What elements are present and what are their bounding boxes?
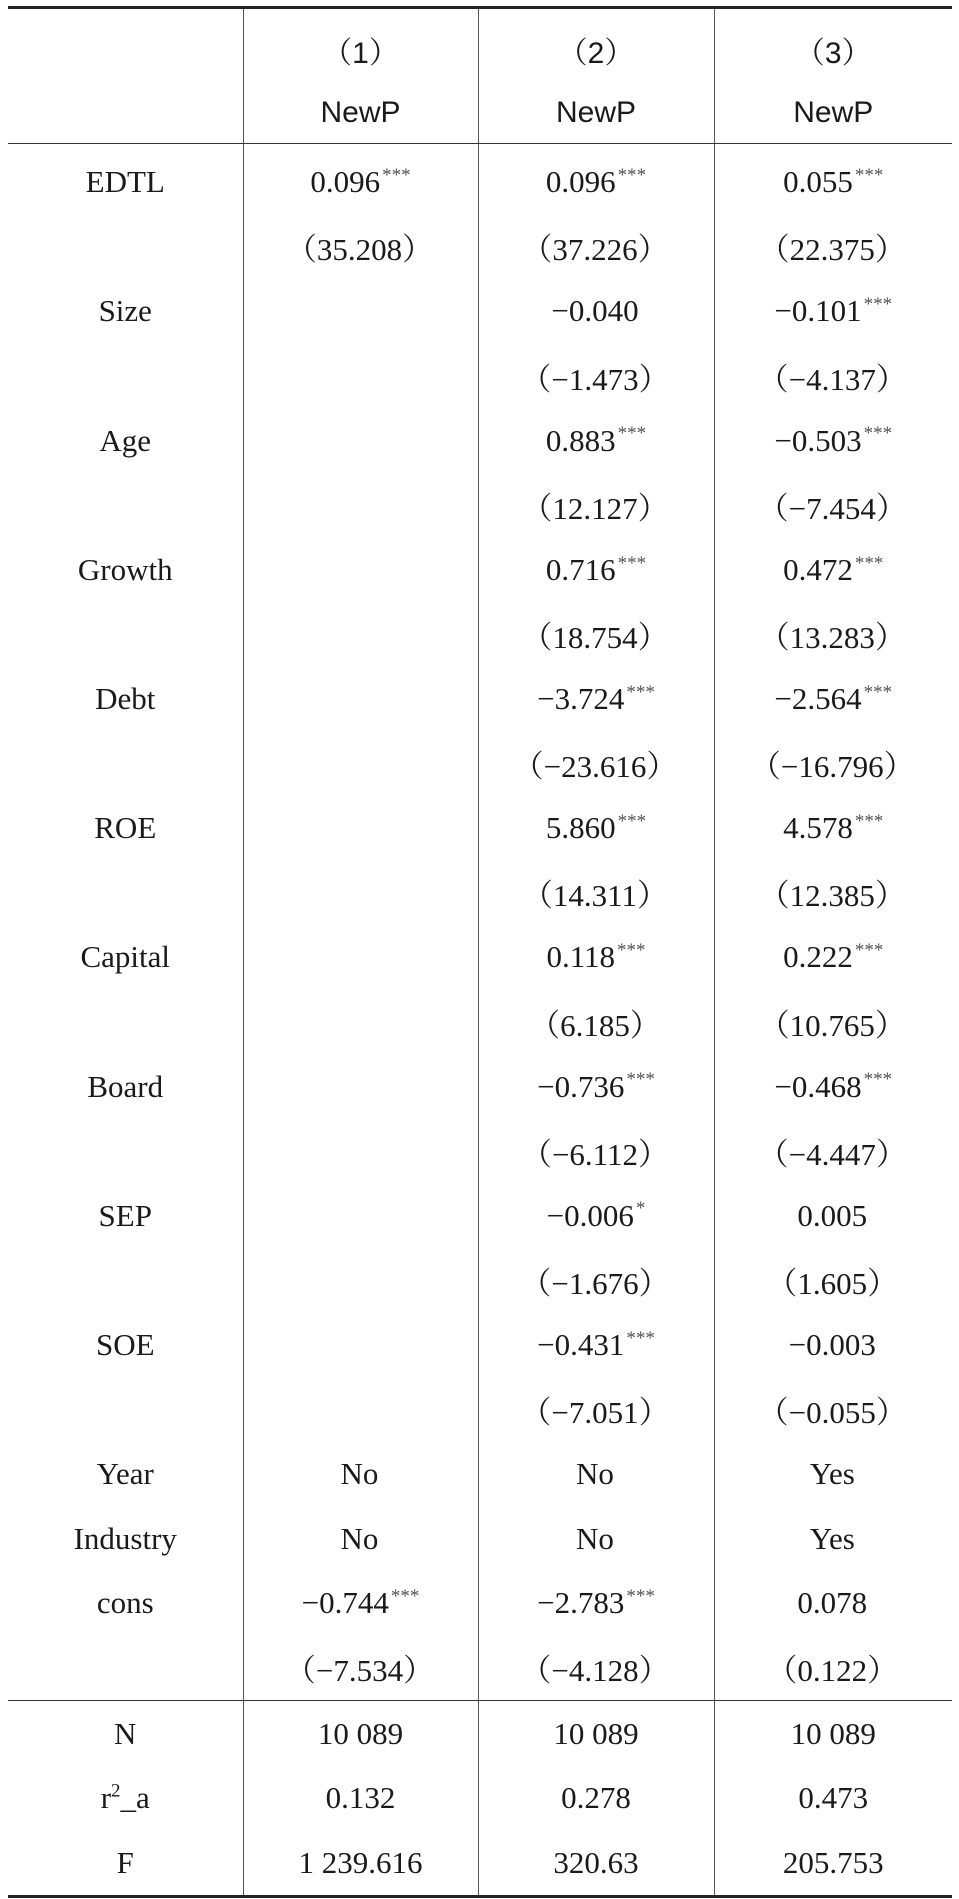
significance-stars: ***: [617, 552, 647, 574]
model-number-1: （1）: [243, 8, 478, 84]
stat-value: 10 089: [243, 1701, 478, 1766]
variable-label: EDTL: [85, 164, 165, 200]
model-3-cell: [714, 796, 952, 861]
significance-stars: ***: [854, 810, 884, 832]
coefficient-value: 0.005: [797, 1197, 868, 1233]
stat-value: 10 089: [478, 1701, 714, 1766]
coefficient-value: −0.468: [774, 1068, 862, 1104]
coefficient-value: 0.096: [545, 164, 616, 200]
model-3-cell: [714, 731, 952, 796]
model-3-cell: [714, 1184, 952, 1249]
model-3-cell: [714, 1506, 952, 1571]
coefficient-value: −0.006: [546, 1197, 634, 1233]
coefficient-value: 5.860: [545, 810, 616, 846]
coefficient-value: −0.431: [537, 1326, 625, 1362]
t-statistic-value: （−6.112）: [520, 1136, 670, 1172]
coefficient-value: −2.783: [537, 1585, 625, 1621]
stat-value: 320.63: [478, 1830, 714, 1896]
coef-row: [8, 667, 952, 732]
stat-label: [8, 1766, 243, 1831]
t-statistic-value: （0.122）: [766, 1653, 899, 1689]
model-1-cell: [243, 1506, 478, 1571]
stat-label-base: r: [100, 1780, 112, 1816]
tstat-row: [8, 1377, 952, 1442]
model-2-cell: [478, 1506, 714, 1571]
statistics-body: [8, 1701, 952, 1897]
model-2-cell: [478, 144, 714, 215]
model-2-cell: [478, 473, 714, 538]
coef-row: [8, 1442, 952, 1507]
model-2-cell: [478, 1184, 714, 1249]
model-2-cell: [478, 408, 714, 473]
coefficient-value: −2.564: [774, 681, 862, 717]
t-statistic-value: （−4.137）: [757, 361, 907, 397]
t-statistic-value: （6.185）: [529, 1007, 661, 1043]
significance-stars: ***: [617, 164, 647, 186]
variable-label: [8, 473, 243, 538]
model-2-cell: [478, 1442, 714, 1507]
coefficient-value: Yes: [809, 1520, 855, 1556]
model-1-cell: [243, 861, 478, 926]
model-2-cell: [478, 1248, 714, 1313]
coefficient-value: 0.096: [310, 164, 381, 200]
model-3-cell: [714, 473, 952, 538]
model-3-cell: [714, 279, 952, 344]
model-2-cell: [478, 925, 714, 990]
significance-stars: ***: [617, 940, 646, 962]
tstat-row: [8, 731, 952, 796]
coefficient-value: 0.472: [783, 551, 853, 587]
significance-stars: ***: [626, 1069, 655, 1091]
model-2-cell: [478, 1636, 714, 1701]
model-3-cell: [714, 1442, 952, 1507]
coefficient-value: −0.503: [774, 422, 862, 458]
stat-value: 0.278: [478, 1766, 714, 1831]
variable-label: Age: [99, 422, 152, 458]
tstat-row: [8, 1248, 952, 1313]
t-statistic-value: （37.226）: [521, 232, 669, 268]
stat-label-suffix: _a: [120, 1780, 150, 1816]
coefficient-value: 0.118: [546, 939, 616, 975]
t-statistic-value: （−7.051）: [520, 1395, 670, 1431]
t-statistic-value: （12.385）: [758, 878, 906, 914]
significance-stars: ***: [626, 1327, 655, 1349]
model-1-cell: [243, 1442, 478, 1507]
dependent-var-3: NewP: [714, 83, 952, 144]
coef-row: [8, 1506, 952, 1571]
model-3-cell: [714, 861, 952, 926]
tstat-row: [8, 1636, 952, 1701]
significance-stars: ***: [863, 681, 893, 703]
variable-label: ROE: [94, 810, 157, 846]
dependent-var-1: NewP: [243, 83, 478, 144]
tstat-row: [8, 990, 952, 1055]
model-1-cell: [243, 473, 478, 538]
model-3-cell: [714, 1054, 952, 1119]
model-3-cell: [714, 925, 952, 990]
significance-stars: ***: [854, 164, 884, 186]
model-1-cell: [243, 990, 478, 1055]
variable-label: SEP: [98, 1197, 152, 1233]
coefficient-value: −3.724: [537, 681, 625, 717]
model-2-cell: [478, 279, 714, 344]
model-3-cell: [714, 667, 952, 732]
stat-value: 205.753: [714, 1830, 952, 1896]
header-row-dependent-vars: [8, 83, 952, 144]
dependent-var-2: NewP: [478, 83, 714, 144]
coef-row: [8, 1571, 952, 1636]
variable-label: [8, 1636, 243, 1701]
coef-row: [8, 538, 952, 603]
model-1-cell: [243, 1184, 478, 1249]
coefficients-body: [8, 144, 952, 1701]
model-3-cell: [714, 1571, 952, 1636]
model-1-cell: [243, 408, 478, 473]
tstat-row: [8, 602, 952, 667]
coefficient-value: Yes: [809, 1456, 855, 1492]
t-statistic-value: （13.283）: [758, 619, 906, 655]
t-statistic-value: （−4.447）: [757, 1136, 907, 1172]
header-corner-cell: [8, 8, 243, 84]
model-1-cell: [243, 925, 478, 990]
variable-label: [8, 602, 243, 667]
coefficient-value: 0.716: [545, 551, 616, 587]
model-2-cell: [478, 1571, 714, 1636]
model-3-cell: [714, 1119, 952, 1184]
variable-label: Capital: [80, 939, 171, 975]
coefficient-value: No: [340, 1456, 379, 1492]
model-3-cell: [714, 215, 952, 280]
t-statistic-value: （−16.796）: [749, 749, 915, 785]
significance-stars: *: [635, 1198, 646, 1220]
significance-stars: ***: [854, 940, 884, 962]
significance-stars: ***: [863, 294, 893, 316]
coefficient-value: 0.222: [783, 939, 853, 975]
coefficient-value: No: [576, 1456, 614, 1492]
t-statistic-value: （−1.473）: [520, 361, 670, 397]
significance-stars: ***: [626, 681, 655, 703]
model-3-cell: [714, 408, 952, 473]
table-header: [8, 8, 952, 144]
stat-value: 0.473: [714, 1766, 952, 1831]
model-2-cell: [478, 667, 714, 732]
header-corner-cell: [8, 83, 243, 144]
variable-label: [8, 731, 243, 796]
coefficient-value: −0.040: [551, 293, 639, 329]
model-1-cell: [243, 215, 478, 280]
model-1-cell: [243, 1054, 478, 1119]
variable-label: [8, 990, 243, 1055]
stat-label: F: [8, 1830, 243, 1896]
model-1-cell: [243, 796, 478, 861]
t-statistic-value: （−4.128）: [520, 1653, 670, 1689]
tstat-row: [8, 215, 952, 280]
coefficient-value: −0.736: [537, 1068, 625, 1104]
model-2-cell: [478, 1054, 714, 1119]
significance-stars: ***: [854, 552, 884, 574]
model-1-cell: [243, 1636, 478, 1701]
model-1-cell: [243, 1571, 478, 1636]
stat-label: N: [8, 1701, 243, 1766]
t-statistic-value: （−0.055）: [757, 1395, 907, 1431]
t-statistic-value: （14.311）: [521, 878, 669, 914]
t-statistic-value: （18.754）: [521, 619, 669, 655]
coef-row: [8, 279, 952, 344]
coef-row: [8, 1313, 952, 1378]
stat-row-f: [8, 1830, 952, 1896]
stat-value: 10 089: [714, 1701, 952, 1766]
model-3-cell: [714, 990, 952, 1055]
t-statistic-value: （−7.454）: [757, 490, 907, 526]
model-3-cell: [714, 144, 952, 215]
variable-label: [8, 861, 243, 926]
variable-label: [8, 344, 243, 409]
significance-stars: ***: [390, 1586, 420, 1608]
coefficient-value: −0.744: [301, 1585, 389, 1621]
tstat-row: [8, 344, 952, 409]
significance-stars: ***: [863, 1069, 893, 1091]
coefficient-value: No: [340, 1520, 379, 1556]
tstat-row: [8, 1119, 952, 1184]
header-row-model-numbers: [8, 8, 952, 84]
t-statistic-value: （−23.616）: [512, 749, 678, 785]
t-statistic-value: （35.208）: [285, 232, 434, 268]
model-2-cell: [478, 1313, 714, 1378]
variable-label: Size: [98, 293, 152, 329]
model-1-cell: [243, 279, 478, 344]
model-1-cell: [243, 538, 478, 603]
model-2-cell: [478, 731, 714, 796]
tstat-row: [8, 473, 952, 538]
coef-row: [8, 1054, 952, 1119]
model-1-cell: [243, 1248, 478, 1313]
significance-stars: ***: [382, 164, 411, 186]
coefficient-value: 4.578: [783, 810, 853, 846]
stat-label-superscript: 2: [111, 1780, 121, 1802]
variable-label: cons: [96, 1585, 154, 1621]
variable-label: Board: [87, 1068, 164, 1104]
variable-label: Year: [96, 1456, 154, 1492]
coefficient-value: 0.883: [545, 422, 616, 458]
model-2-cell: [478, 861, 714, 926]
model-3-cell: [714, 1313, 952, 1378]
model-2-cell: [478, 796, 714, 861]
stat-row-n: [8, 1701, 952, 1766]
variable-label: Growth: [77, 551, 173, 587]
variable-label: [8, 1377, 243, 1442]
coef-row: [8, 796, 952, 861]
model-number-2: （2）: [478, 8, 714, 84]
variable-label: [8, 1119, 243, 1184]
model-1-cell: [243, 144, 478, 215]
model-2-cell: [478, 538, 714, 603]
significance-stars: ***: [863, 423, 893, 445]
coef-row: [8, 408, 952, 473]
model-1-cell: [243, 731, 478, 796]
model-number-3: （3）: [714, 8, 952, 84]
model-1-cell: [243, 1313, 478, 1378]
t-statistic-value: （1.605）: [766, 1265, 899, 1301]
model-3-cell: [714, 602, 952, 667]
coefficient-value: −0.003: [788, 1326, 876, 1362]
model-2-cell: [478, 344, 714, 409]
regression-table: [8, 6, 952, 1898]
stat-value: 0.132: [243, 1766, 478, 1831]
coefficient-value: −0.101: [774, 293, 862, 329]
coefficient-value: No: [576, 1520, 614, 1556]
model-1-cell: [243, 602, 478, 667]
stat-row-r2a: [8, 1766, 952, 1831]
model-3-cell: [714, 1377, 952, 1442]
coefficient-value: 0.078: [797, 1585, 868, 1621]
model-2-cell: [478, 1377, 714, 1442]
model-2-cell: [478, 215, 714, 280]
t-statistic-value: （−7.534）: [284, 1653, 435, 1689]
model-2-cell: [478, 1119, 714, 1184]
t-statistic-value: （12.127）: [521, 490, 669, 526]
model-1-cell: [243, 667, 478, 732]
coef-row: [8, 144, 952, 215]
coef-row: [8, 925, 952, 990]
coefficient-value: 0.055: [783, 164, 853, 200]
t-statistic-value: （−1.676）: [520, 1265, 670, 1301]
t-statistic-value: （22.375）: [758, 232, 906, 268]
variable-label: Industry: [73, 1520, 177, 1556]
model-3-cell: [714, 1636, 952, 1701]
model-2-cell: [478, 990, 714, 1055]
model-1-cell: [243, 344, 478, 409]
significance-stars: ***: [626, 1586, 655, 1608]
significance-stars: ***: [617, 423, 647, 445]
variable-label: [8, 215, 243, 280]
variable-label: Debt: [95, 681, 156, 717]
coef-row: [8, 1184, 952, 1249]
model-3-cell: [714, 538, 952, 603]
model-1-cell: [243, 1377, 478, 1442]
significance-stars: ***: [617, 810, 647, 832]
model-2-cell: [478, 602, 714, 667]
variable-label: [8, 1248, 243, 1313]
t-statistic-value: （10.765）: [758, 1007, 906, 1043]
model-1-cell: [243, 1119, 478, 1184]
stat-value: 1 239.616: [243, 1830, 478, 1896]
tstat-row: [8, 861, 952, 926]
variable-label: SOE: [95, 1326, 155, 1362]
model-3-cell: [714, 344, 952, 409]
model-3-cell: [714, 1248, 952, 1313]
